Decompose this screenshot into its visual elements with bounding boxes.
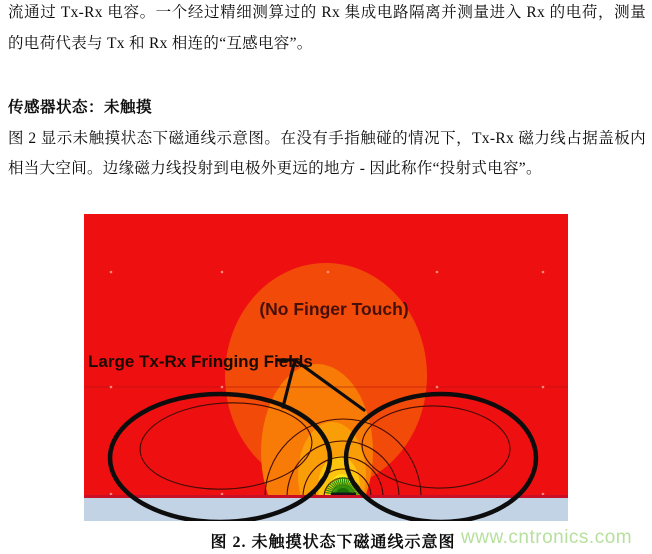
substrate-boundary-line	[84, 495, 568, 498]
paragraph-figure2-description: 图 2 显示未触摸状态下磁通线示意图。在没有手指触碰的情况下，Tx-Rx 磁力线占据盖板内相当大空间。边缘磁力线投射到电极外更远的地方 - 因此称作“投射式电容”。	[8, 130, 646, 177]
paragraph-tx-rx-capacitance: 流通过 Tx-Rx 电容。一个经过精细测算过的 Rx 集成电路隔离并测量进入 Rx 的电荷，测量的电荷代表与 Tx 和 Rx 相连的“互感电容”。	[8, 4, 646, 52]
figure-field-simulation	[84, 214, 568, 521]
sensor-state-heading: 传感器状态：未触摸	[8, 99, 153, 116]
figure-caption: 图 2. 未触摸状态下磁通线示意图	[210, 534, 456, 551]
watermark-cntronics: www.cntronics.com	[461, 527, 633, 548]
no-finger-touch-label: (No Finger Touch)	[259, 299, 409, 319]
field-simulation-svg	[84, 214, 568, 521]
fringing-fields-label: Large Tx-Rx Fringing Fields	[88, 352, 313, 371]
